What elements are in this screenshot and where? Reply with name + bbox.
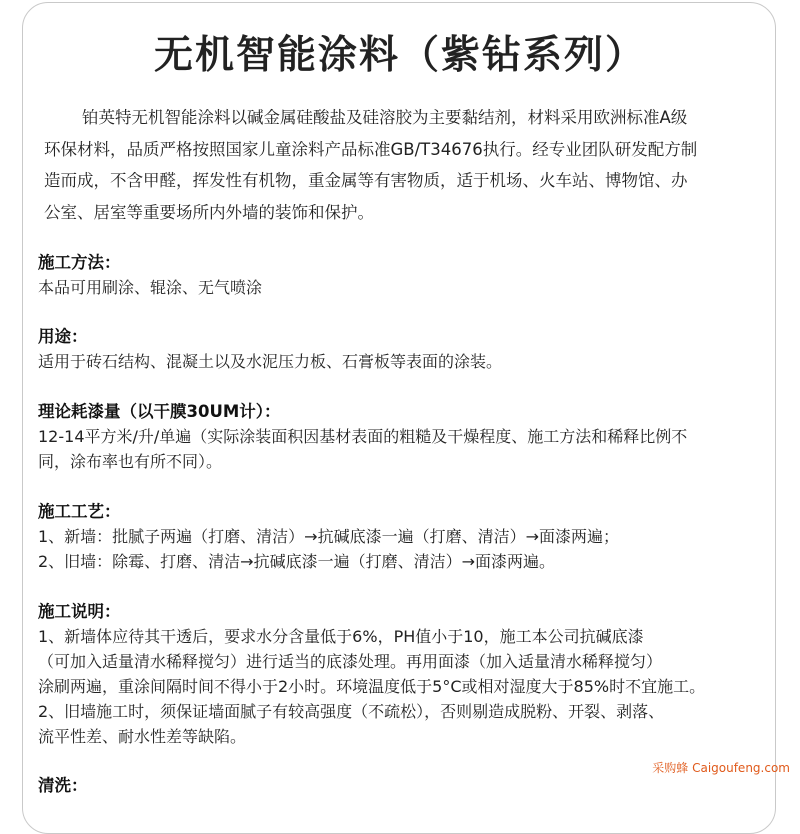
intro-line: 造而成，不含甲醛，挥发性有机物，重金属等有害物质，适于机场、火车站、博物馆、办 [44, 171, 688, 190]
section-usage [38, 324, 778, 374]
intro-line: 公室、居室等重要场所内外墙的装饰和保护。 [44, 202, 374, 222]
section-heading: 施工工艺： [38, 502, 121, 521]
section-line: （可加入适量清水稀释搅匀）进行适当的底漆处理。再用面漆（加入适量清水稀释搅匀） [38, 652, 663, 671]
section-heading: 施工说明： [38, 602, 121, 621]
section-line: 2、旧墙施工时，须保证墙面腻子有较高强度（不疏松），否则剔造成脱粉、开裂、剥落、 [38, 702, 665, 721]
section-heading: 施工方法： [38, 253, 121, 272]
page-title: 无机智能涂料（紫钻系列） [153, 33, 646, 78]
section-line: 12-14平方米/升/单遍（实际涂装面积因基材表面的粗糙及干燥程度、施工方法和稀释比例不 [38, 427, 688, 446]
intro-paragraph [44, 102, 764, 228]
section-heading: 理论耗漆量（以干膜30UM计）： [38, 402, 281, 421]
section-line: 适用于砖石结构、混凝土以及水泥压力板、石膏板等表面的涂装。 [38, 352, 503, 371]
section-line: 1、新墙体应待其干透后，要求水分含量低于6%，PH值小于10，施工本公司抗碱底漆 [38, 627, 644, 646]
section-coverage [38, 399, 778, 474]
section-line: 同，涂布率也有所不同）。 [38, 452, 223, 471]
section-method [38, 250, 778, 300]
section-process [38, 499, 778, 574]
intro-line: 环保材料，品质严格按照国家儿童涂料产品标准GB/T34676执行。经专业团队研发配方制 [44, 139, 698, 159]
section-line: 1、新墙：批腻子两遍（打磨、清洁）→抗碱底漆一遍（打磨、清洁）→面漆两遍； [38, 527, 619, 546]
section-line: 本品可用刷涂、辊涂、无气喷涂 [38, 278, 263, 297]
section-heading: 用途： [38, 327, 88, 346]
section-line: 流平性差、耐水性差等缺陷。 [38, 727, 247, 746]
section-line: 涂刷两遍，重涂间隔时间不得小于2小时。环境温度低于5°C或相对湿度大于85%时不宜施工。 [38, 677, 706, 696]
section-line: 2、旧墙：除霉、打磨、清洁→抗碱底漆一遍（打磨、清洁）→面漆两遍。 [38, 552, 555, 571]
intro-line: 铂英特无机智能涂料以碱金属硅酸盐及硅溶胶为主要黏结剂，材料采用欧洲标准A级 [82, 108, 688, 127]
section-heading: 清洗： [38, 776, 88, 795]
section-instructions [38, 599, 778, 749]
watermark-text: 采购蜂 Caigoufeng.com [652, 761, 790, 775]
section-cleaning [38, 773, 778, 798]
